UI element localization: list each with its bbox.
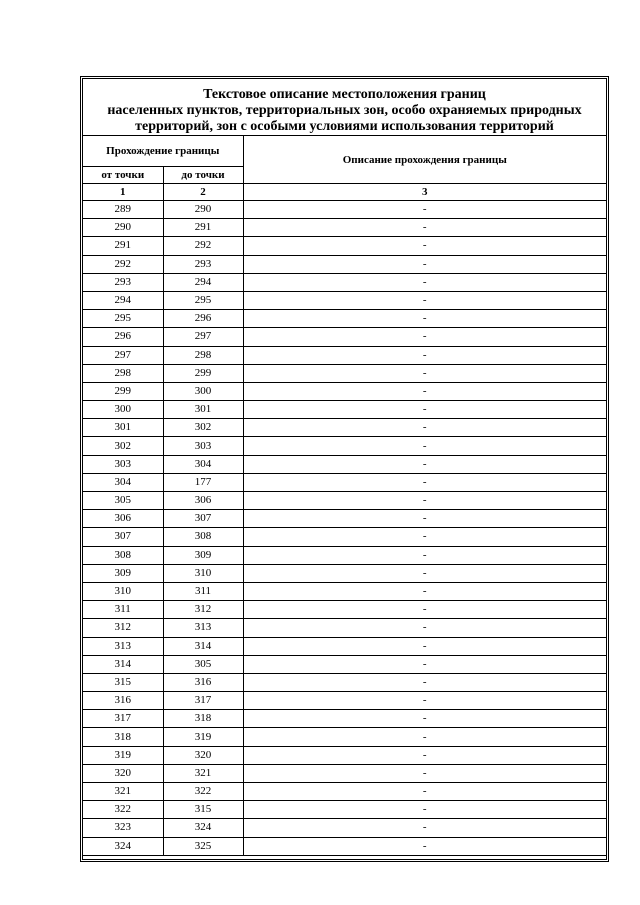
cell-to-point: 177 xyxy=(163,473,243,491)
table-row xyxy=(83,601,606,619)
cell-description: - xyxy=(243,837,606,855)
cell-from-point: 309 xyxy=(83,564,163,582)
table-row xyxy=(83,582,606,600)
cell-from-point: 314 xyxy=(83,655,163,673)
cell-to-point: 291 xyxy=(163,219,243,237)
cell-to-point: 295 xyxy=(163,291,243,309)
column-number-1: 1 xyxy=(83,184,163,201)
cell-description: - xyxy=(243,219,606,237)
table-row xyxy=(83,510,606,528)
cell-from-point: 296 xyxy=(83,328,163,346)
cell-to-point: 308 xyxy=(163,528,243,546)
cell-to-point: 312 xyxy=(163,601,243,619)
cell-to-point: 303 xyxy=(163,437,243,455)
table-row xyxy=(83,619,606,637)
table-row xyxy=(83,291,606,309)
title-line-2: населенных пунктов, территориальных зон, особо охраняемых природных xyxy=(107,103,582,118)
cell-from-point: 313 xyxy=(83,637,163,655)
cell-description: - xyxy=(243,637,606,655)
table-row xyxy=(83,546,606,564)
cell-to-point: 309 xyxy=(163,546,243,564)
cell-description: - xyxy=(243,346,606,364)
table-row xyxy=(83,437,606,455)
cell-from-point: 317 xyxy=(83,710,163,728)
cell-to-point: 313 xyxy=(163,619,243,637)
cell-from-point: 315 xyxy=(83,673,163,691)
header-passage: Прохождение границы xyxy=(83,136,243,167)
cell-description: - xyxy=(243,291,606,309)
table-row xyxy=(83,837,606,855)
cell-from-point: 308 xyxy=(83,546,163,564)
table-row xyxy=(83,783,606,801)
cell-to-point: 299 xyxy=(163,364,243,382)
cell-description: - xyxy=(243,364,606,382)
cell-from-point: 324 xyxy=(83,837,163,855)
cell-from-point: 307 xyxy=(83,528,163,546)
header-from-point: от точки xyxy=(83,167,163,184)
cell-to-point: 307 xyxy=(163,510,243,528)
cell-description: - xyxy=(243,710,606,728)
cell-from-point: 303 xyxy=(83,455,163,473)
cell-to-point: 325 xyxy=(163,837,243,855)
cell-description: - xyxy=(243,528,606,546)
table-row xyxy=(83,710,606,728)
column-number-2: 2 xyxy=(163,184,243,201)
cell-description: - xyxy=(243,382,606,400)
cell-from-point: 299 xyxy=(83,382,163,400)
header-to-point: до точки xyxy=(163,167,243,184)
cell-to-point: 304 xyxy=(163,455,243,473)
cell-from-point: 302 xyxy=(83,437,163,455)
cell-from-point: 323 xyxy=(83,819,163,837)
table-row xyxy=(83,382,606,400)
cell-from-point: 295 xyxy=(83,310,163,328)
table-row xyxy=(83,728,606,746)
cell-to-point: 298 xyxy=(163,346,243,364)
cell-to-point: 318 xyxy=(163,710,243,728)
cell-to-point: 306 xyxy=(163,492,243,510)
table-row xyxy=(83,364,606,382)
cell-from-point: 321 xyxy=(83,783,163,801)
cell-from-point: 289 xyxy=(83,201,163,219)
cell-from-point: 312 xyxy=(83,619,163,637)
cell-description: - xyxy=(243,764,606,782)
cell-to-point: 320 xyxy=(163,746,243,764)
table-row xyxy=(83,237,606,255)
header-description: Описание прохождения границы xyxy=(243,136,606,184)
table-row xyxy=(83,401,606,419)
cell-description: - xyxy=(243,601,606,619)
cell-from-point: 306 xyxy=(83,510,163,528)
cell-to-point: 297 xyxy=(163,328,243,346)
cell-to-point: 302 xyxy=(163,419,243,437)
document-title xyxy=(83,79,606,136)
document-frame xyxy=(80,76,609,862)
table-row xyxy=(83,819,606,837)
cell-description: - xyxy=(243,819,606,837)
cell-description: - xyxy=(243,328,606,346)
cell-to-point: 296 xyxy=(163,310,243,328)
cell-from-point: 294 xyxy=(83,291,163,309)
cell-from-point: 318 xyxy=(83,728,163,746)
table-row xyxy=(83,801,606,819)
cell-to-point: 300 xyxy=(163,382,243,400)
cell-to-point: 311 xyxy=(163,582,243,600)
cell-to-point: 292 xyxy=(163,237,243,255)
column-number-3: 3 xyxy=(243,184,606,201)
table-row xyxy=(83,328,606,346)
cell-description: - xyxy=(243,746,606,764)
cell-from-point: 300 xyxy=(83,401,163,419)
table-row xyxy=(83,564,606,582)
table-row xyxy=(83,310,606,328)
cell-from-point: 320 xyxy=(83,764,163,782)
cell-from-point: 322 xyxy=(83,801,163,819)
cell-description: - xyxy=(243,619,606,637)
cell-from-point: 311 xyxy=(83,601,163,619)
cell-from-point: 310 xyxy=(83,582,163,600)
table-row xyxy=(83,764,606,782)
boundary-table xyxy=(83,136,606,856)
cell-to-point: 316 xyxy=(163,673,243,691)
title-line-3: территорий, зон с особыми условиями использования территорий xyxy=(135,119,554,134)
cell-to-point: 310 xyxy=(163,564,243,582)
table-row xyxy=(83,746,606,764)
table-row xyxy=(83,528,606,546)
cell-description: - xyxy=(243,801,606,819)
cell-description: - xyxy=(243,473,606,491)
cell-to-point: 290 xyxy=(163,201,243,219)
table-row xyxy=(83,673,606,691)
cell-to-point: 294 xyxy=(163,273,243,291)
cell-to-point: 301 xyxy=(163,401,243,419)
cell-description: - xyxy=(243,401,606,419)
cell-from-point: 293 xyxy=(83,273,163,291)
table-row xyxy=(83,655,606,673)
cell-from-point: 316 xyxy=(83,692,163,710)
cell-from-point: 319 xyxy=(83,746,163,764)
table-row xyxy=(83,637,606,655)
table-row xyxy=(83,219,606,237)
cell-description: - xyxy=(243,582,606,600)
cell-description: - xyxy=(243,455,606,473)
cell-to-point: 317 xyxy=(163,692,243,710)
cell-to-point: 319 xyxy=(163,728,243,746)
table-row xyxy=(83,255,606,273)
cell-description: - xyxy=(243,273,606,291)
cell-to-point: 314 xyxy=(163,637,243,655)
table-row xyxy=(83,492,606,510)
cell-description: - xyxy=(243,728,606,746)
cell-from-point: 305 xyxy=(83,492,163,510)
cell-description: - xyxy=(243,255,606,273)
cell-description: - xyxy=(243,237,606,255)
title-line-1: Текстовое описание местоположения границ xyxy=(203,87,486,102)
table-row xyxy=(83,346,606,364)
cell-to-point: 305 xyxy=(163,655,243,673)
table-row xyxy=(83,692,606,710)
cell-description: - xyxy=(243,546,606,564)
cell-to-point: 322 xyxy=(163,783,243,801)
cell-description: - xyxy=(243,510,606,528)
cell-from-point: 292 xyxy=(83,255,163,273)
table-row xyxy=(83,201,606,219)
table-row xyxy=(83,455,606,473)
table-row xyxy=(83,419,606,437)
cell-to-point: 315 xyxy=(163,801,243,819)
cell-description: - xyxy=(243,310,606,328)
cell-description: - xyxy=(243,419,606,437)
cell-to-point: 321 xyxy=(163,764,243,782)
cell-from-point: 301 xyxy=(83,419,163,437)
document-inner-frame xyxy=(82,78,607,860)
cell-description: - xyxy=(243,783,606,801)
table-row xyxy=(83,473,606,491)
cell-from-point: 291 xyxy=(83,237,163,255)
cell-from-point: 298 xyxy=(83,364,163,382)
cell-description: - xyxy=(243,437,606,455)
cell-from-point: 290 xyxy=(83,219,163,237)
table-row xyxy=(83,273,606,291)
cell-to-point: 293 xyxy=(163,255,243,273)
cell-description: - xyxy=(243,201,606,219)
cell-description: - xyxy=(243,673,606,691)
cell-description: - xyxy=(243,655,606,673)
cell-description: - xyxy=(243,492,606,510)
cell-description: - xyxy=(243,564,606,582)
cell-to-point: 324 xyxy=(163,819,243,837)
cell-description: - xyxy=(243,692,606,710)
cell-from-point: 297 xyxy=(83,346,163,364)
cell-from-point: 304 xyxy=(83,473,163,491)
